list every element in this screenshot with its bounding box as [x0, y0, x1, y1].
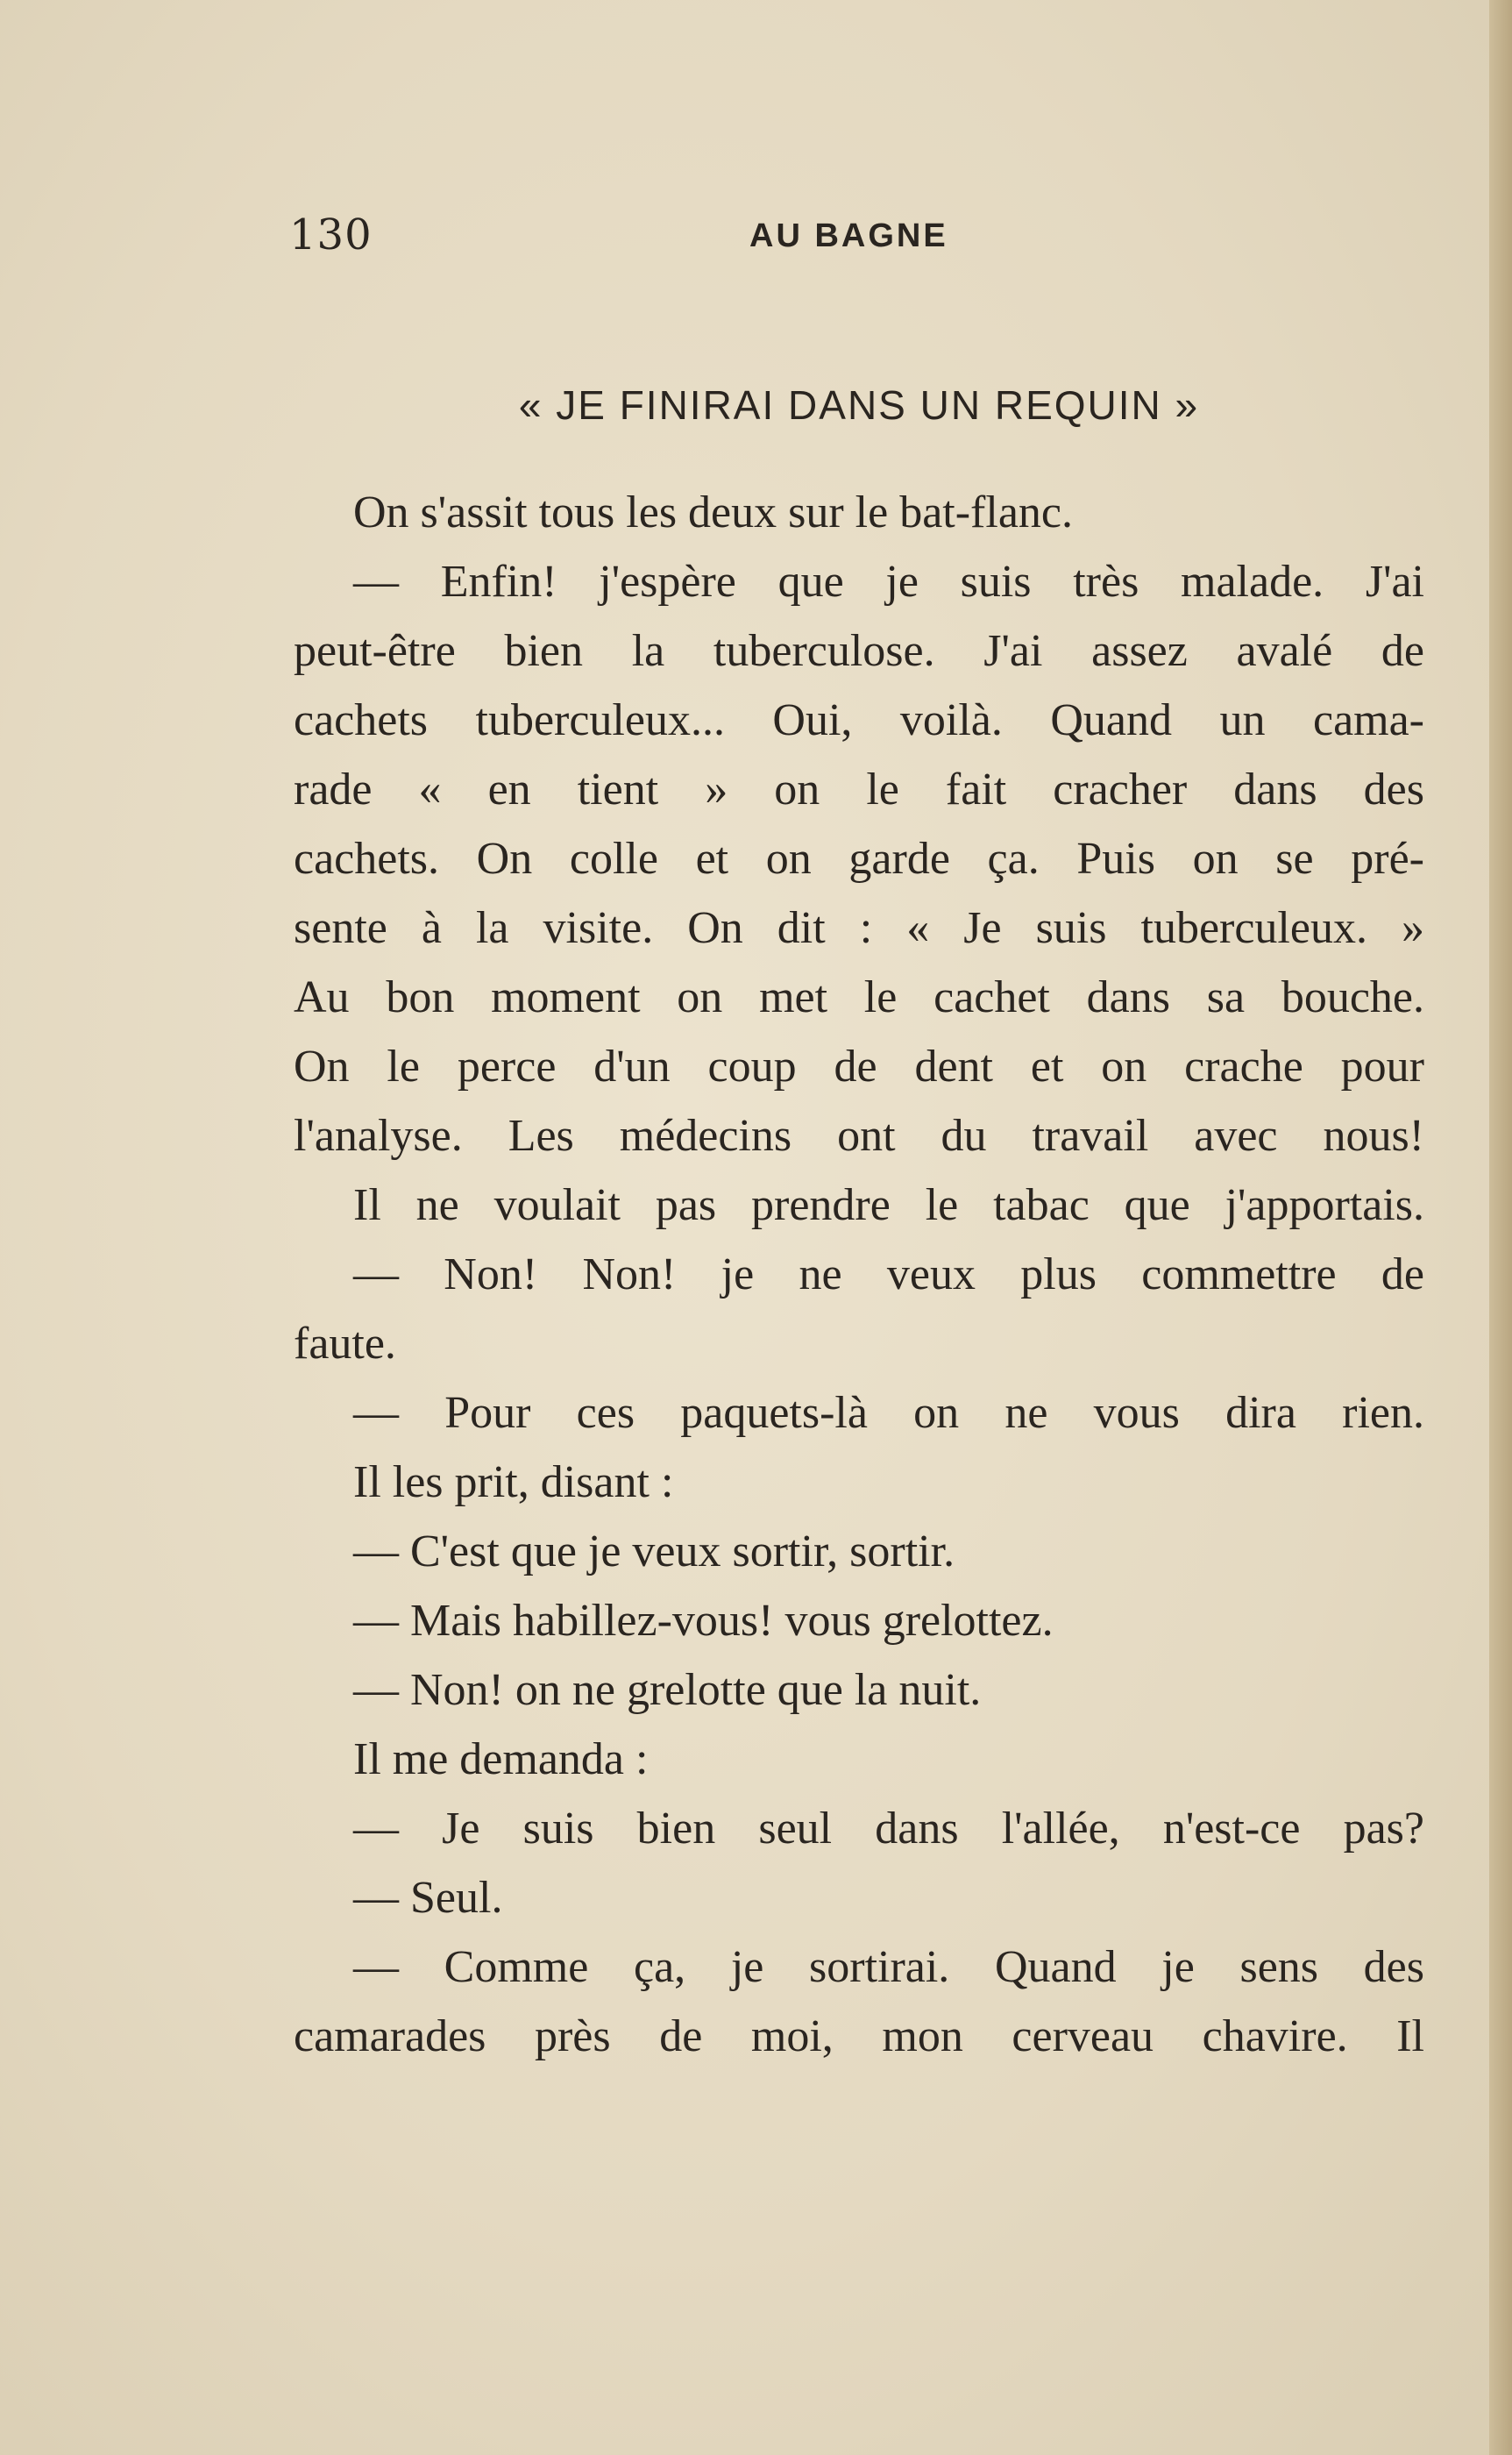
text-line: cachets. On colle et on garde ça. Puis on se pré-: [294, 834, 1424, 884]
text-line: On le perce d'un coup de dent et on crache pour: [294, 1042, 1424, 1092]
running-head: [289, 210, 1429, 263]
text-line: — Mais habillez-vous! vous grelottez.: [353, 1596, 1054, 1646]
book-title: AU BAGNE: [749, 217, 948, 254]
page-edge: [1489, 0, 1512, 2455]
body-text: [294, 478, 1424, 2071]
text-line: cachets tuberculeux... Oui, voilà. Quand un cama-: [294, 695, 1424, 745]
text-line: Il les prit, disant :: [353, 1457, 674, 1507]
text-line: — Non! on ne grelotte que la nuit.: [353, 1665, 982, 1715]
chapter-title: « JE FINIRAI DANS UN REQUIN »: [518, 382, 1200, 428]
text-line: Il ne voulait pas prendre le tabac que j'apportais.: [353, 1180, 1424, 1230]
text-line: sente à la visite. On dit : « Je suis tuberculeux. »: [294, 903, 1424, 953]
text-line: — Comme ça, je sortirai. Quand je sens des: [353, 1942, 1424, 1992]
text-line: — Non! Non! je ne veux plus commettre de: [353, 1249, 1424, 1299]
text-line: — Enfin! j'espère que je suis très malade. J'ai: [353, 557, 1424, 607]
page-number: 130: [289, 210, 373, 260]
text-line: — Seul.: [353, 1873, 503, 1923]
text-line: Il me demanda :: [353, 1734, 649, 1784]
text-line: Au bon moment on met le cachet dans sa bouche.: [294, 972, 1424, 1022]
text-line: — Je suis bien seul dans l'allée, n'est-ce pas?: [353, 1804, 1424, 1854]
text-line: faute.: [294, 1319, 396, 1369]
text-line: peut-être bien la tuberculose. J'ai assez avalé de: [294, 626, 1424, 676]
text-line: rade « en tient » on le fait cracher dans des: [294, 765, 1424, 815]
text-line: — C'est que je veux sortir, sortir.: [353, 1526, 955, 1576]
text-line: On s'assit tous les deux sur le bat-flanc.: [353, 487, 1073, 537]
text-line: l'analyse. Les médecins ont du travail avec nous!: [294, 1111, 1424, 1161]
text-line: camarades près de moi, mon cerveau chavire. Il: [294, 2011, 1424, 2061]
text-line: — Pour ces paquets-là on ne vous dira rien.: [353, 1388, 1424, 1438]
